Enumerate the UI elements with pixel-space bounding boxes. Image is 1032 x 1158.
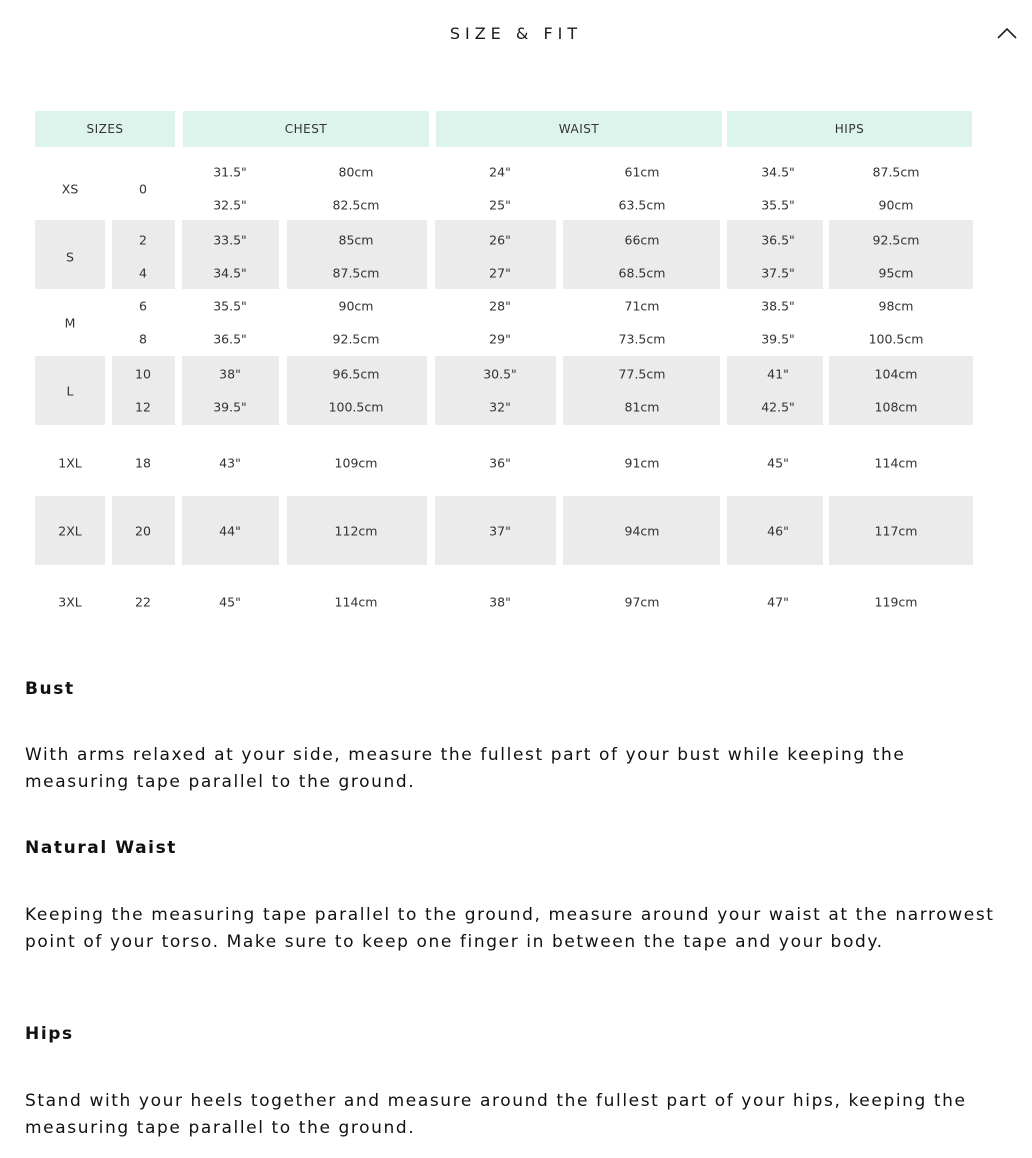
size-cell-num: 2 <box>139 232 147 248</box>
size-cell-size: 2XL <box>58 523 82 539</box>
size-cell-chest-cm: 82.5cm <box>332 197 380 213</box>
size-cell-chest-in: 38" <box>219 366 241 382</box>
size-cell-hips-in: 39.5" <box>761 331 795 347</box>
size-cell-size: M <box>64 315 76 330</box>
size-cell-chest-cm: 85cm <box>338 232 374 248</box>
size-cell-hips-in: 34.5" <box>761 164 795 180</box>
size-cell-num: 6 <box>139 298 147 314</box>
hips-guide <box>25 1021 1005 1048</box>
size-cell-num: 22 <box>135 594 151 610</box>
size-cell-chest-cm: 114cm <box>334 594 378 610</box>
size-cell-num: 8 <box>139 331 147 347</box>
size-cell-chest-cm: 109cm <box>334 455 378 471</box>
waist-guide-text: Keeping the measuring tape parallel to the ground, measure around your waist at the narrowest point of your torso. Make sure to keep one finger in between the tape and your body. <box>25 905 995 952</box>
waist-title: Natural Waist <box>25 838 178 858</box>
size-cell-waist-cm: 66cm <box>624 232 660 248</box>
hips-guide-text: Stand with your heels together and measure around the fullest part of your hips, keeping the measuring tape parallel to the ground. <box>25 1091 967 1138</box>
size-cell-waist-cm: 77.5cm <box>618 366 666 382</box>
size-cell-hips-in: 38.5" <box>761 298 795 314</box>
size-cell-waist-cm: 94cm <box>624 523 660 539</box>
size-cell-chest-in: 36.5" <box>213 331 247 347</box>
size-cell-chest-in: 31.5" <box>213 164 247 180</box>
size-cell-chest-in: 34.5" <box>213 265 247 281</box>
size-cell-hips-cm: 87.5cm <box>872 164 920 180</box>
waist-guide <box>25 835 1005 862</box>
size-cell-hips-in: 47" <box>767 594 789 610</box>
size-cell-waist-cm: 81cm <box>624 399 660 415</box>
size-cell-chest-cm: 90cm <box>338 298 374 314</box>
size-cell-hips-cm: 90cm <box>878 197 914 213</box>
size-cell-hips-in: 45" <box>767 455 789 471</box>
header-sizes: SIZES <box>35 111 175 147</box>
size-cell-chest-cm: 80cm <box>338 164 374 180</box>
size-cell-num: 18 <box>135 455 151 471</box>
size-cell-waist-in: 36" <box>489 455 511 471</box>
size-cell-num: 4 <box>139 265 147 281</box>
header-chest: CHEST <box>183 111 429 147</box>
size-cell-hips-cm: 100.5cm <box>868 331 924 347</box>
header-hips: HIPS <box>727 111 972 147</box>
size-cell-hips-cm: 119cm <box>874 594 918 610</box>
size-cell-size: S <box>66 249 74 264</box>
size-cell-hips-cm: 95cm <box>878 265 914 281</box>
size-cell-chest-cm: 92.5cm <box>332 331 380 347</box>
size-cell-chest-in: 33.5" <box>213 232 247 248</box>
size-cell-num: 0 <box>139 181 147 196</box>
size-cell-num: 10 <box>135 366 151 382</box>
size-cell-waist-cm: 73.5cm <box>618 331 666 347</box>
size-cell-waist-cm: 68.5cm <box>618 265 666 281</box>
size-cell-chest-cm: 100.5cm <box>328 399 384 415</box>
size-cell-num: 20 <box>135 523 151 539</box>
size-cell-chest-in: 32.5" <box>213 197 247 213</box>
size-cell-waist-in: 37" <box>489 523 511 539</box>
size-cell-chest-cm: 112cm <box>334 523 378 539</box>
size-cell-waist-in: 26" <box>489 232 511 248</box>
size-cell-hips-in: 41" <box>767 366 789 382</box>
size-cell-hips-in: 36.5" <box>761 232 795 248</box>
bust-guide <box>25 676 1005 703</box>
size-cell-waist-cm: 71cm <box>624 298 660 314</box>
size-cell-chest-in: 35.5" <box>213 298 247 314</box>
size-cell-hips-in: 46" <box>767 523 789 539</box>
size-cell-size: 1XL <box>58 455 82 471</box>
size-cell-size: 3XL <box>58 594 82 610</box>
size-cell-hips-in: 42.5" <box>761 399 795 415</box>
size-cell-hips-cm: 98cm <box>878 298 914 314</box>
header-waist: WAIST <box>436 111 722 147</box>
size-cell-hips-cm: 104cm <box>874 366 918 382</box>
size-cell-size: XS <box>61 181 79 196</box>
size-cell-waist-cm: 97cm <box>624 594 660 610</box>
size-cell-hips-cm: 117cm <box>874 523 918 539</box>
size-cell-chest-cm: 87.5cm <box>332 265 380 281</box>
size-cell-waist-in: 28" <box>489 298 511 314</box>
size-cell-hips-in: 35.5" <box>761 197 795 213</box>
size-cell-size: L <box>66 383 74 398</box>
size-cell-waist-in: 29" <box>489 331 511 347</box>
size-cell-waist-in: 25" <box>489 197 511 213</box>
size-cell-waist-cm: 61cm <box>624 164 660 180</box>
size-cell-waist-in: 30.5" <box>483 366 517 382</box>
size-cell-hips-cm: 114cm <box>874 455 918 471</box>
size-cell-chest-in: 44" <box>219 523 241 539</box>
bust-title: Bust <box>25 679 75 699</box>
size-cell-chest-in: 43" <box>219 455 241 471</box>
size-cell-waist-in: 38" <box>489 594 511 610</box>
size-cell-hips-cm: 108cm <box>874 399 918 415</box>
size-cell-hips-cm: 92.5cm <box>872 232 920 248</box>
section-title: SIZE & FIT <box>449 24 583 43</box>
bust-guide-text: With arms relaxed at your side, measure the fullest part of your bust while keeping the measuring tape parallel to the ground. <box>25 745 906 792</box>
hips-title: Hips <box>25 1024 74 1044</box>
size-cell-num: 12 <box>135 399 151 415</box>
size-cell-hips-in: 37.5" <box>761 265 795 281</box>
size-cell-waist-cm: 63.5cm <box>618 197 666 213</box>
size-cell-chest-cm: 96.5cm <box>332 366 380 382</box>
size-cell-waist-in: 32" <box>489 399 511 415</box>
size-cell-waist-cm: 91cm <box>624 455 660 471</box>
size-cell-waist-in: 27" <box>489 265 511 281</box>
size-cell-chest-in: 39.5" <box>213 399 247 415</box>
size-cell-chest-in: 45" <box>219 594 241 610</box>
size-cell-waist-in: 24" <box>489 164 511 180</box>
